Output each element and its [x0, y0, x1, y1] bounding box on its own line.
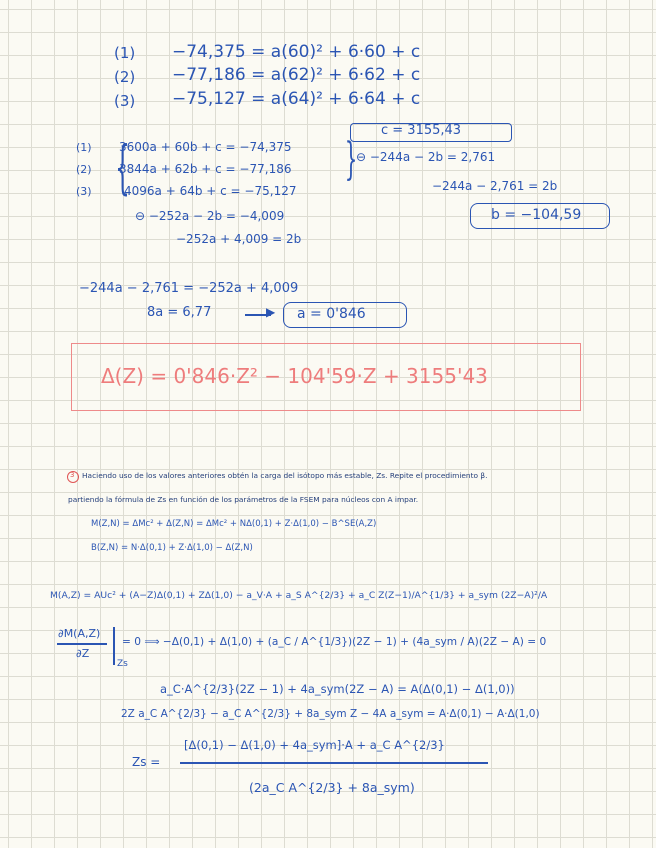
- b-result: b = −104,59: [491, 207, 582, 223]
- eval-bar: [113, 627, 115, 665]
- solve-a-line1: −244a − 2,761 = −252a + 4,009: [79, 281, 299, 296]
- zs-numerator: [Δ(0,1) − Δ(1,0) + 4a_sym]·A + a_C A^{2/3}: [184, 738, 445, 752]
- zs-denominator: (2a_C A^{2/3} + 8a_sym): [249, 780, 415, 795]
- eq2-expr: −77,186 = a(62)² + 6·62 + c: [172, 65, 421, 85]
- row2-label: (2): [76, 163, 92, 176]
- part3-formula1: M(Z,N) = ΔMc² + Δ(Z,N) = ΔMc² + NΔ(0,1) + Z·Δ(1,0) − B^SE(A,Z): [91, 519, 377, 529]
- solve-a-line2: 8a = 6,77: [147, 305, 212, 320]
- b-expr: −244a − 2,761 = 2b: [432, 179, 558, 193]
- diff-line: ⊖ −244a − 2b = 2,761: [356, 150, 496, 164]
- deriv-rhs: = 0 ⟹ −Δ(0,1) + Δ(1,0) + (a_C / A^{1/3})(2Z − 1) + (4a_sym / A)(2Z − A) = 0: [122, 636, 547, 648]
- row3-label: (3): [76, 185, 92, 198]
- zs-label: Zs =: [132, 755, 161, 769]
- row2-expr: 3844a + 62b + c = −77,186: [119, 162, 292, 176]
- a-result: a = 0'846: [297, 306, 366, 322]
- sub1-line: ⊖ −252a − 2b = −4,009: [135, 209, 285, 223]
- part3-text-line1: Haciendo uso de los valores anteriores obtén la carga del isótopo más estable, Zs. Repite el procedimiento β.: [82, 471, 488, 480]
- deriv-line-a: a_C·A^{2/3}(2Z − 1) + 4a_sym(2Z − A) = A(Δ(0,1) − Δ(1,0)): [160, 682, 515, 696]
- eq3-label: (3): [114, 92, 136, 110]
- right-brace: }: [344, 134, 358, 185]
- row3-expr: 4096a + 64b + c = −75,127: [124, 184, 297, 198]
- eq1-label: (1): [114, 44, 136, 62]
- sub2-line: −252a + 4,009 = 2b: [176, 232, 302, 246]
- zs-fraction-bar: [180, 762, 488, 764]
- c-result: c = 3155,43: [381, 123, 462, 138]
- eq2-label: (2): [114, 68, 136, 86]
- deriv-lhs-den: ∂Z: [76, 647, 90, 660]
- deriv-sub: Zs: [117, 659, 128, 669]
- eq1-expr: −74,375 = a(60)² + 6·60 + c: [172, 42, 421, 62]
- eq3-expr: −75,127 = a(64)² + 6·64 + c: [172, 89, 421, 109]
- deriv-line-b: 2Z a_C A^{2/3} − a_C A^{2/3} + 8a_sym Z − 4A a_sym = A·Δ(0,1) − A·Δ(1,0): [121, 708, 540, 720]
- deriv-lhs-num: ∂M(A,Z): [58, 627, 101, 640]
- part3-formula2: B(Z,N) = N·Δ(0,1) + Z·Δ(1,0) − Δ(Z,N): [91, 543, 253, 553]
- left-brace: {: [115, 133, 130, 201]
- final-result: Δ(Z) = 0'846·Z² − 104'59·Z + 3155'43: [101, 364, 488, 388]
- mass-formula: M(A,Z) = AUc² + (A−Z)Δ(0,1) + ZΔ(1,0) − a_V·A + a_S A^{2/3} + a_C Z(Z−1)/A^{1/3} + a_sym (2Z−A)²/A: [50, 590, 548, 601]
- part3-number: 3: [70, 471, 75, 479]
- arrow-head: ▶: [266, 305, 276, 319]
- part3-text-line2: partiendo la fórmula de Zs en función de los parámetros de la FSEM para núcleos con A impar.: [68, 495, 419, 504]
- row1-label: (1): [76, 141, 92, 154]
- row1-expr: 3600a + 60b + c = −74,375: [119, 140, 292, 154]
- deriv-lhs-bar: [57, 643, 107, 645]
